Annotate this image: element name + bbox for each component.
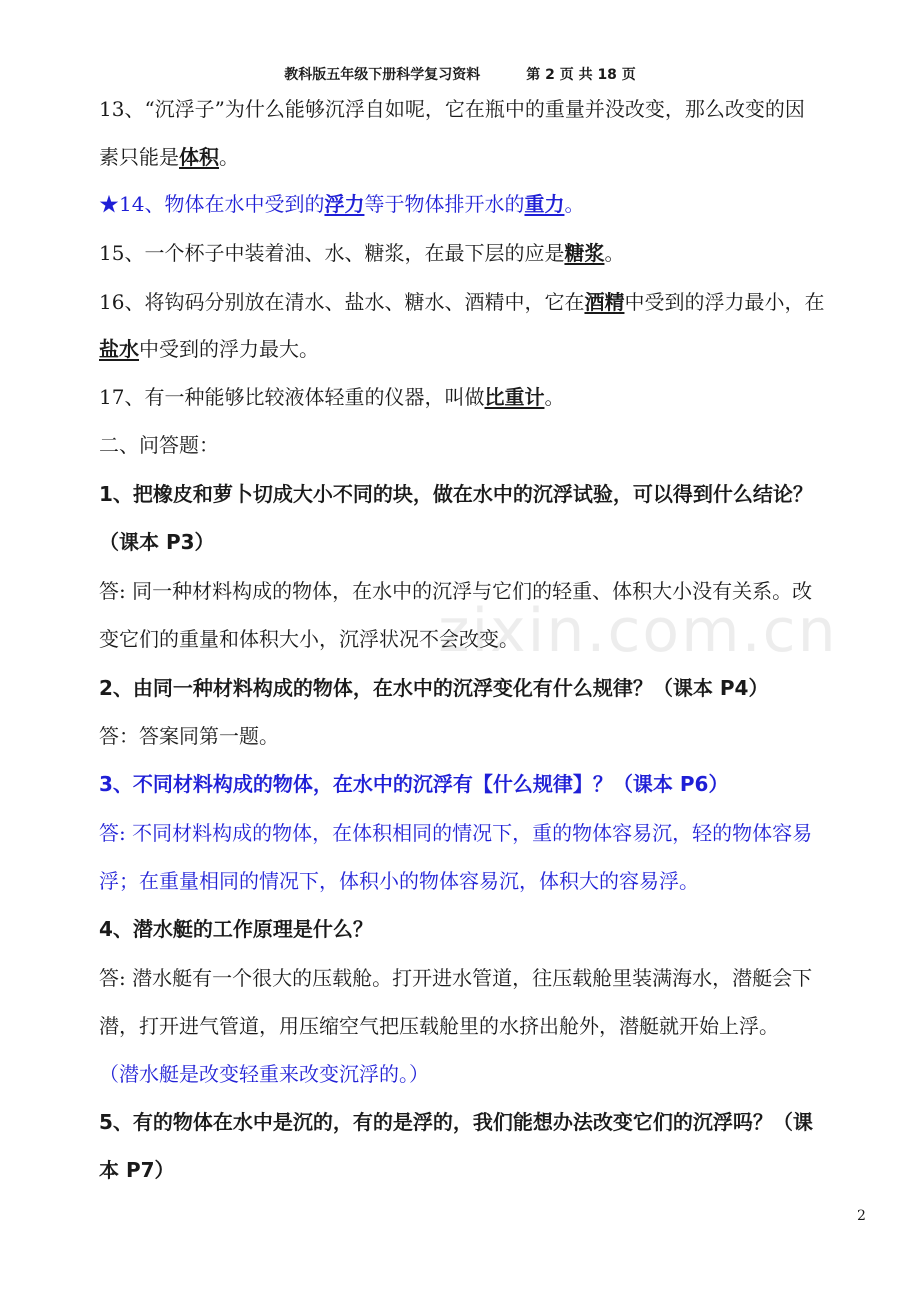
- q13-keyword: 体积: [179, 145, 219, 169]
- qa3-answer-line2: 浮；在重量相同的情况下，体积小的物体容易沉，体积大的容易浮。: [99, 869, 699, 893]
- page-number: 2: [857, 1208, 866, 1224]
- watermark: zixin.com.cn: [438, 596, 838, 666]
- q15-line: [99, 241, 624, 265]
- q13-line1: 13、“沉浮子”为什么能够沉浮自如呢，它在瓶中的重量并没改变，那么改变的因: [99, 97, 805, 121]
- doc-title: 教科版五年级下册科学复习资料: [284, 67, 481, 83]
- star-icon: ★: [99, 192, 119, 216]
- q14-end: 。: [564, 192, 585, 216]
- qa1-answer-line1: 答: 同一种材料构成的物体，在水中的沉浮与它们的轻重、体积大小没有关系。改: [99, 579, 813, 603]
- qa3-answer-line1: 答: 不同材料构成的物体，在体积相同的情况下，重的物体容易沉，轻的物体容易: [99, 821, 813, 845]
- qa4-note: （潜水艇是改变轻重来改变沉浮的。）: [99, 1062, 429, 1086]
- q15-text: 15、一个杯子中装着油、水、糖浆，在最下层的应是: [99, 241, 565, 265]
- q16-keyword-1: 酒精: [584, 290, 625, 314]
- q17-line: [99, 385, 564, 409]
- q13-end: 。: [219, 145, 239, 169]
- q16-line2: [99, 337, 319, 361]
- qa5-question-line1: 5、有的物体在水中是沉的，有的是浮的，我们能想办法改变它们的沉浮吗？（课: [99, 1110, 813, 1134]
- q15-end: 。: [604, 241, 625, 265]
- q14-text: 14、物体在水中受到的: [119, 192, 325, 216]
- qa1-answer-line2: 变它们的重量和体积大小，沉浮状况不会改变。: [99, 627, 519, 651]
- q17-end: 。: [544, 385, 565, 409]
- qa2-answer: 答：答案同第一题。: [99, 724, 279, 748]
- page-info: 第 2 页 共 18 页: [526, 67, 636, 83]
- section-title: 二、问答题：: [99, 433, 219, 457]
- qa4-question: 4、潜水艇的工作原理是什么？: [99, 917, 373, 941]
- qa2-question: 2、由同一种材料构成的物体，在水中的沉浮变化有什么规律？（课本 P4）: [99, 676, 769, 700]
- q14-keyword-2: 重力: [524, 192, 565, 216]
- q17-keyword: 比重计: [484, 385, 545, 409]
- q16-line1: [99, 290, 824, 314]
- q14-keyword-1: 浮力: [324, 192, 365, 216]
- page-header: [0, 64, 920, 84]
- q16-text-3: 中受到的浮力最大。: [139, 337, 319, 361]
- q16-text: 16、将钩码分别放在清水、盐水、糖水、酒精中，它在: [99, 290, 585, 314]
- q17-text: 17、有一种能够比较液体轻重的仪器，叫做: [99, 385, 485, 409]
- q14-line: [99, 192, 584, 216]
- q15-keyword: 糖浆: [564, 241, 605, 265]
- qa5-question-line2: 本 P7）: [99, 1158, 175, 1182]
- qa1-question-line1: 1、把橡皮和萝卜切成大小不同的块，做在水中的沉浮试验，可以得到什么结论？: [99, 482, 813, 506]
- qa1-question-line2: （课本 P3）: [99, 530, 215, 554]
- q13-text: 素只能是: [99, 145, 179, 169]
- q16-text-2: 中受到的浮力最小，在: [624, 290, 825, 314]
- q13-line2: [99, 145, 239, 169]
- qa4-answer-line1: 答: 潜水艇有一个很大的压载舱。打开进水管道，往压载舱里装满海水，潜艇会下: [99, 966, 813, 990]
- q16-keyword-2: 盐水: [99, 337, 139, 361]
- q14-text-mid: 等于物体排开水的: [364, 192, 525, 216]
- qa4-answer-line2: 潜，打开进气管道，用压缩空气把压载舱里的水挤出舱外，潜艇就开始上浮。: [99, 1014, 779, 1038]
- qa3-question: 3、不同材料构成的物体，在水中的沉浮有【什么规律】？（课本 P6）: [99, 772, 729, 796]
